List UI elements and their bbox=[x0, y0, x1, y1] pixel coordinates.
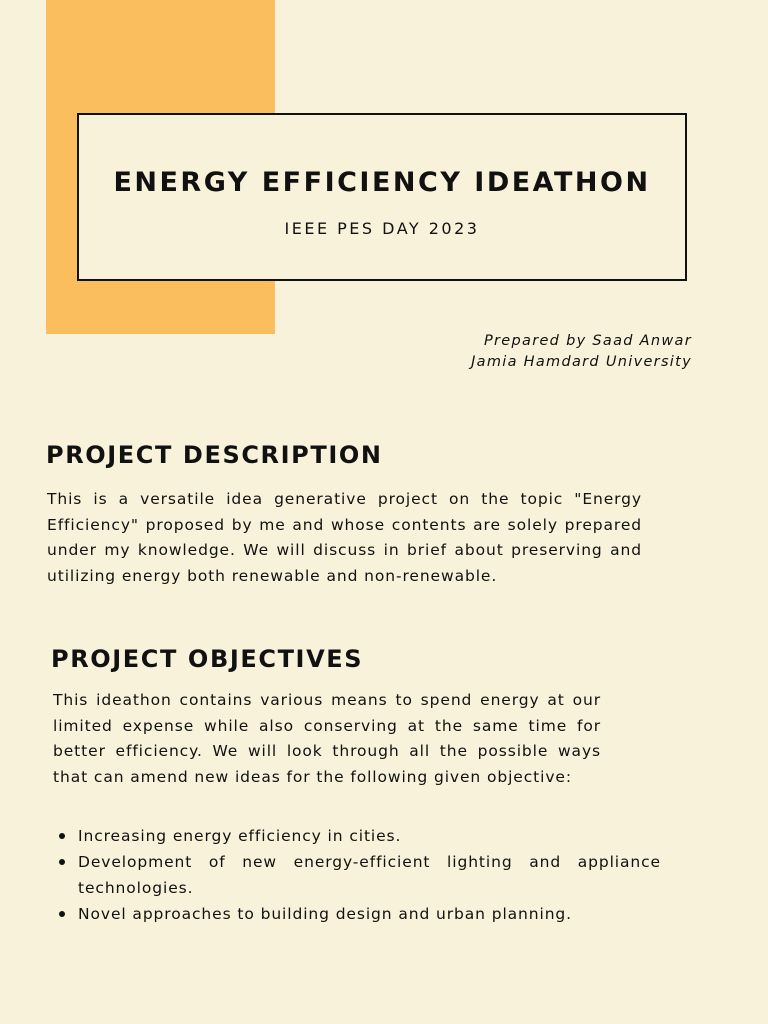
bullet-icon bbox=[59, 911, 65, 917]
description-text: This is a versatile idea generative project on the topic "Energy Efficiency" proposed by me and whose contents are solely prepared under my knowledge. We will discuss in brief about preserving and utilizing energy both renewable and non-renewable. bbox=[47, 490, 642, 586]
list-item-text: Novel approaches to building design and urban planning. bbox=[78, 905, 572, 923]
objectives-heading: PROJECT OBJECTIVES bbox=[51, 645, 364, 673]
page-title: ENERGY EFFICIENCY IDEATHON bbox=[113, 167, 651, 198]
bullet-icon bbox=[59, 859, 65, 865]
objectives-text: This ideathon contains various means to spend energy at our limited expense while also conserving at the same time for better efficiency. We will look through all the possible ways that can amend new ideas for the following given objective: bbox=[53, 691, 601, 787]
list-item-text: Development of new energy-efficient lighting and appliance technologies. bbox=[78, 853, 661, 897]
list-item bbox=[53, 849, 661, 901]
list-item bbox=[53, 823, 661, 849]
list-item-text: Increasing energy efficiency in cities. bbox=[78, 827, 402, 845]
bullet-icon bbox=[59, 833, 65, 839]
list-item bbox=[53, 901, 661, 927]
institution: Jamia Hamdard University bbox=[471, 354, 692, 370]
objectives-list bbox=[53, 823, 661, 927]
description-heading: PROJECT DESCRIPTION bbox=[46, 441, 383, 469]
title-box bbox=[77, 113, 687, 281]
author-block bbox=[471, 331, 692, 373]
prepared-by: Prepared by Saad Anwar bbox=[483, 333, 692, 349]
page-subtitle: IEEE PES DAY 2023 bbox=[284, 219, 480, 238]
